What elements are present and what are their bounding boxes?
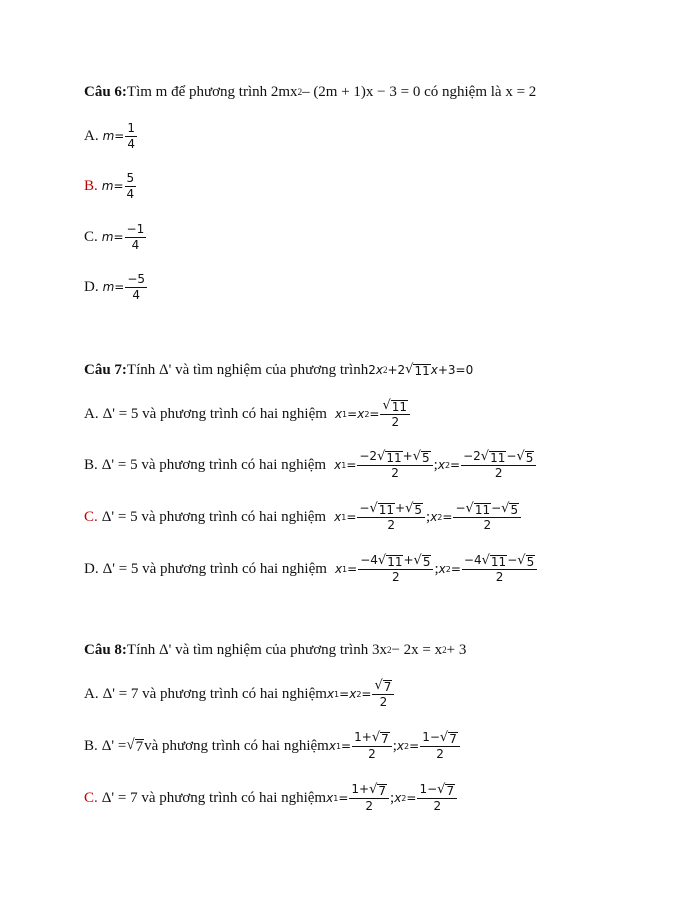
num-op: − xyxy=(491,501,502,515)
separator: ; xyxy=(426,508,431,525)
sub: 1 xyxy=(335,741,342,751)
q6-option-d[interactable] xyxy=(84,267,148,307)
fraction xyxy=(357,449,432,481)
var-x1: x xyxy=(326,687,335,701)
radicand: 7 xyxy=(446,784,455,798)
option-eq: = xyxy=(114,129,125,143)
var-x2: x xyxy=(394,791,402,805)
sub: 2 xyxy=(444,460,451,470)
option-letter: B. xyxy=(84,737,98,754)
separator: ; xyxy=(434,560,439,577)
numerator: 5 xyxy=(126,170,135,185)
q8-option-b[interactable]: B. Δ' = √ 7 và phương trình có hai nghiệm x 1 = 1+ √ 7 2 ; x 2 = 1− √ 7 2 xyxy=(84,726,461,766)
sqrt: √ 7 xyxy=(126,736,144,755)
radicand: 11 xyxy=(387,555,403,569)
fraction xyxy=(349,782,389,814)
q7-option-a[interactable] xyxy=(84,394,411,434)
question-6-text-a: Tìm m để phương trình 2mx xyxy=(126,83,298,100)
eq-var: x xyxy=(375,363,383,377)
fraction xyxy=(125,171,137,202)
radicand: 11 xyxy=(386,451,402,465)
option-letter: A. xyxy=(84,685,99,702)
radicand: 5 xyxy=(422,555,431,569)
eq-sup: 2 xyxy=(382,365,388,375)
q6-option-a[interactable] xyxy=(84,116,138,156)
sub: 2 xyxy=(445,564,451,574)
eq-sign: = xyxy=(347,407,358,421)
num-pre: −2 xyxy=(359,449,378,463)
sqrt: √ 11 xyxy=(480,449,506,465)
q7-option-d[interactable]: D. Δ' = 5 và phương trình có hai nghiệm x 1 = −4 √ 11 + √ 5 2 ; x 2 = −4 √ 11 − √ 5 2 xyxy=(84,549,538,589)
sqrt: √ 5 xyxy=(405,501,423,517)
radicand: 11 xyxy=(391,400,408,414)
sub: 2 xyxy=(356,689,362,699)
denominator: 2 xyxy=(433,799,442,813)
eq-sign: = xyxy=(369,407,380,421)
sqrt: √ 11 xyxy=(465,501,491,517)
sqrt: √ 11 xyxy=(405,361,430,378)
eq-var: x xyxy=(430,363,438,377)
sqrt: √ 7 xyxy=(437,782,455,798)
fraction xyxy=(357,501,425,533)
numerator: −5 xyxy=(127,271,146,286)
denominator: 2 xyxy=(495,570,504,584)
radicand: 7 xyxy=(135,738,144,755)
var-x1: x xyxy=(334,458,342,472)
option-eq: = xyxy=(113,230,124,244)
sub: 2 xyxy=(404,741,410,751)
separator: ; xyxy=(392,737,397,754)
fraction xyxy=(420,730,460,762)
denominator: 4 xyxy=(132,287,141,302)
eq-coef: 2 xyxy=(368,363,376,377)
option-var: m xyxy=(101,179,114,193)
num-op: − xyxy=(507,553,518,567)
num-pre: − xyxy=(455,501,466,515)
radicand: 11 xyxy=(378,503,395,517)
option-letter: D. xyxy=(84,278,99,295)
sqrt: √ 7 xyxy=(374,678,392,694)
radicand: 7 xyxy=(449,732,457,746)
fraction xyxy=(358,553,433,585)
sqrt: √ 11 xyxy=(377,553,403,569)
num-pre: −4 xyxy=(463,553,482,567)
question-7-label: Câu 7: xyxy=(84,361,127,378)
num-pre: 1+ xyxy=(351,782,370,796)
denominator: 4 xyxy=(126,186,135,201)
denominator: 2 xyxy=(365,799,374,813)
fraction xyxy=(453,501,521,533)
radicand: 5 xyxy=(525,451,534,465)
option-text-a: Δ' = xyxy=(101,737,127,754)
question-8-text-c: + 3 xyxy=(446,641,467,658)
option-letter: B. xyxy=(84,456,98,473)
sqrt: √ 7 xyxy=(439,730,457,746)
q8-option-a[interactable] xyxy=(84,674,395,714)
option-text: Δ' = 5 và phương trình có hai nghiệm xyxy=(101,456,327,473)
q6-option-c[interactable] xyxy=(84,217,147,257)
fraction xyxy=(125,222,147,253)
fraction xyxy=(125,121,137,152)
num-pre: −4 xyxy=(360,553,378,567)
sqrt: √ 7 xyxy=(371,730,389,746)
fraction xyxy=(462,553,537,585)
sub: 1 xyxy=(333,793,339,803)
question-6 xyxy=(84,72,536,112)
question-8-sup: 2 xyxy=(386,645,392,655)
option-text: Δ' = 5 và phương trình có hai nghiệm xyxy=(102,560,327,577)
option-var: m xyxy=(101,230,114,244)
option-var: m xyxy=(102,280,115,294)
radicand: 5 xyxy=(526,555,535,569)
denominator: 4 xyxy=(131,237,140,252)
var-x2: x xyxy=(357,407,365,421)
q7-option-b[interactable]: B. Δ' = 5 và phương trình có hai nghiệm x 1 = −2 √ 11 + √ 5 2 ; x 2 = −2 √ 11 − √ 5 2 xyxy=(84,445,537,485)
radicand: 11 xyxy=(490,555,507,569)
fraction xyxy=(461,449,536,481)
var-x2: x xyxy=(430,510,438,524)
num-pre: 1− xyxy=(422,730,440,744)
num-op: + xyxy=(402,449,413,463)
num-pre: −2 xyxy=(463,449,481,463)
question-7 xyxy=(84,350,473,390)
sub: 2 xyxy=(437,512,443,522)
option-letter-correct: C. xyxy=(84,508,98,525)
denominator: 2 xyxy=(483,518,492,532)
option-text: Δ' = 5 và phương trình có hai nghiệm xyxy=(101,508,327,525)
num-pre: 1+ xyxy=(354,730,372,744)
question-8-sup: 2 xyxy=(442,645,447,655)
fraction xyxy=(372,678,394,710)
denominator: 2 xyxy=(387,518,396,532)
option-letter: A. xyxy=(84,405,99,422)
numerator: 1 xyxy=(127,120,135,135)
option-text: Δ' = 7 và phương trình có hai nghiệm xyxy=(101,789,327,806)
fraction xyxy=(352,730,392,762)
q7-option-c[interactable]: C. Δ' = 5 và phương trình có hai nghiệm x 1 = − √ 11 + √ 5 2 ; x 2 = − √ 11 − √ 5 2 xyxy=(84,497,522,537)
question-8-text-a: Tính Δ' và tìm nghiệm của phương trình 3x xyxy=(126,641,387,658)
option-eq: = xyxy=(114,280,125,294)
sub: 1 xyxy=(341,460,347,470)
radicand: 11 xyxy=(474,503,491,517)
q8-option-c[interactable]: C. Δ' = 7 và phương trình có hai nghiệm x 1 = 1+ √ 7 2 ; x 2 = 1− √ 7 2 xyxy=(84,778,458,818)
radicand: 5 xyxy=(414,503,423,517)
option-letter-correct: C. xyxy=(84,789,98,806)
denominator: 2 xyxy=(392,570,400,584)
num-pre: − xyxy=(359,501,370,515)
denominator: 2 xyxy=(368,747,376,761)
radicand: 11 xyxy=(414,363,430,378)
option-text: Δ' = 7 và phương trình có hai nghiệm xyxy=(102,685,327,702)
num-pre: 1− xyxy=(419,782,438,796)
numerator: −1 xyxy=(126,221,145,236)
radicand: 7 xyxy=(381,732,389,746)
radicand: 5 xyxy=(422,451,430,465)
sqrt: √ 5 xyxy=(501,501,519,517)
question-8 xyxy=(84,630,466,670)
num-op: + xyxy=(403,553,414,567)
sqrt: √ 11 xyxy=(377,449,402,465)
var-x1: x xyxy=(334,407,343,421)
radicand: 5 xyxy=(510,503,519,517)
sqrt: √ 11 xyxy=(382,398,408,414)
q6-option-b[interactable] xyxy=(84,166,137,206)
radicand: 7 xyxy=(378,784,387,798)
option-letter-correct: B. xyxy=(84,177,98,194)
option-letter: C. xyxy=(84,228,98,245)
var-x1: x xyxy=(334,510,342,524)
fraction xyxy=(380,398,410,430)
question-7-text: Tính Δ' và tìm nghiệm của phương trình xyxy=(126,361,369,378)
eq-sign: = xyxy=(339,687,350,701)
question-8-label: Câu 8: xyxy=(84,641,127,658)
option-text-b: và phương trình có hai nghiệm xyxy=(144,737,329,754)
eq-term: +2 xyxy=(387,363,406,377)
sqrt: √ 11 xyxy=(369,501,395,517)
question-8-text-b: − 2x = x xyxy=(391,641,443,658)
denominator: 2 xyxy=(391,415,400,429)
sqrt: √ 7 xyxy=(369,782,387,798)
var-x1: x xyxy=(328,739,336,753)
separator: ; xyxy=(390,789,395,806)
denominator: 2 xyxy=(494,466,503,480)
sub: 1 xyxy=(341,512,347,522)
option-letter: A. xyxy=(84,127,99,144)
option-eq: = xyxy=(113,179,124,193)
eq-sign: = xyxy=(361,687,372,701)
var-x1: x xyxy=(326,791,334,805)
sub: 2 xyxy=(401,793,407,803)
sub: 1 xyxy=(334,689,340,699)
eq-term: +3=0 xyxy=(437,363,474,377)
var-x2: x xyxy=(396,739,405,753)
sqrt: √ 5 xyxy=(516,449,534,465)
sqrt: √ 11 xyxy=(481,553,507,569)
question-6-label: Câu 6: xyxy=(84,83,127,100)
fraction xyxy=(417,782,457,814)
var-x2: x xyxy=(437,458,445,472)
sqrt: √ 5 xyxy=(412,449,430,465)
question-6-sup: 2 xyxy=(297,87,303,97)
denominator: 2 xyxy=(391,466,399,480)
option-text: Δ' = 5 và phương trình có hai nghiệm xyxy=(102,405,327,422)
sqrt: √ 5 xyxy=(517,553,535,569)
sqrt: √ 5 xyxy=(413,553,431,569)
separator: ; xyxy=(433,456,438,473)
option-var: m xyxy=(102,129,115,143)
sub: 1 xyxy=(342,409,348,419)
var-x2: x xyxy=(438,562,446,576)
radicand: 11 xyxy=(490,451,506,465)
option-letter: D. xyxy=(84,560,99,577)
question-6-text-b: – (2m + 1)x − 3 = 0 có nghiệm là x = 2 xyxy=(302,83,537,100)
var-x2: x xyxy=(349,687,357,701)
num-op: + xyxy=(395,501,406,515)
fraction xyxy=(125,272,147,303)
radicand: 7 xyxy=(383,680,392,694)
denominator: 4 xyxy=(127,136,135,151)
denominator: 2 xyxy=(436,747,444,761)
var-x1: x xyxy=(334,562,343,576)
denominator: 2 xyxy=(379,695,388,709)
sub: 2 xyxy=(364,409,370,419)
num-op: − xyxy=(506,449,517,463)
sub: 1 xyxy=(342,564,348,574)
